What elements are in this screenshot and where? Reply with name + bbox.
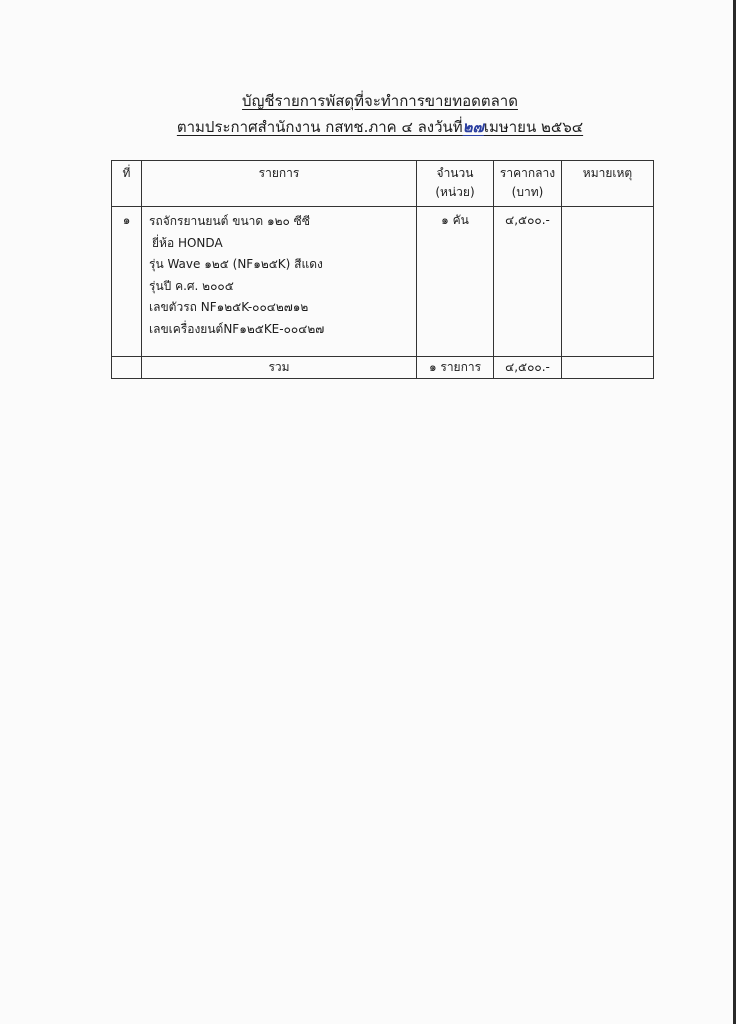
description-line: เลขตัวรถ NF๑๒๕K-๐๐๔๒๗๑๒ xyxy=(149,300,309,314)
table-header-row xyxy=(112,161,654,207)
cell-price: ๔,๕๐๐.- xyxy=(494,207,562,357)
total-label: รวม xyxy=(142,357,417,379)
header-quantity-line2: (หน่วย) xyxy=(435,185,475,199)
description-line: เลขเครื่องยนต์NF๑๒๕KE-๐๐๔๒๗ xyxy=(149,321,325,336)
header-remarks: หมายเหตุ xyxy=(562,161,654,207)
description-line: รุ่นปี ค.ศ. ๒๐๐๕ xyxy=(149,278,234,293)
header-description: รายการ xyxy=(142,161,417,207)
total-price: ๔,๕๐๐.- xyxy=(494,357,562,379)
cell-remarks xyxy=(562,207,654,357)
title-line-2 xyxy=(24,114,736,140)
table-row xyxy=(112,207,654,357)
header-no: ที่ xyxy=(112,161,142,207)
header-quantity xyxy=(417,161,494,207)
cell-quantity: ๑ คัน xyxy=(417,207,494,357)
document-title xyxy=(0,88,736,140)
handwritten-day: ๒๗ xyxy=(462,118,484,136)
description-line: รถจักรยานยนต์ ขนาด ๑๒๐ ซีซี xyxy=(149,214,310,228)
total-quantity: ๑ รายการ xyxy=(417,357,494,379)
description-line: รุ่น Wave ๑๒๕ (NF๑๒๕K) สีแดง xyxy=(149,257,323,271)
description-line: ยี่ห้อ HONDA xyxy=(152,235,223,250)
title-line-2-prefix: ตามประกาศสำนักงาน กสทช.ภาค ๔ ลงวันที่ xyxy=(176,118,463,136)
title-line-2-suffix: เมษายน ๒๕๖๔ xyxy=(483,118,584,136)
header-quantity-line1: จำนวน xyxy=(436,166,474,180)
header-price-line2: (บาท) xyxy=(511,185,544,199)
header-price xyxy=(494,161,562,207)
total-remarks xyxy=(562,357,654,379)
header-price-line1: ราคากลาง xyxy=(499,166,556,180)
cell-no: ๑ xyxy=(112,207,142,357)
items-table xyxy=(111,160,654,379)
total-cell-no xyxy=(112,357,142,379)
cell-description xyxy=(142,207,417,357)
total-row xyxy=(112,357,654,379)
title-line-1: บัญชีรายการพัสดุที่จะทำการขายทอดตลาด xyxy=(242,92,518,110)
